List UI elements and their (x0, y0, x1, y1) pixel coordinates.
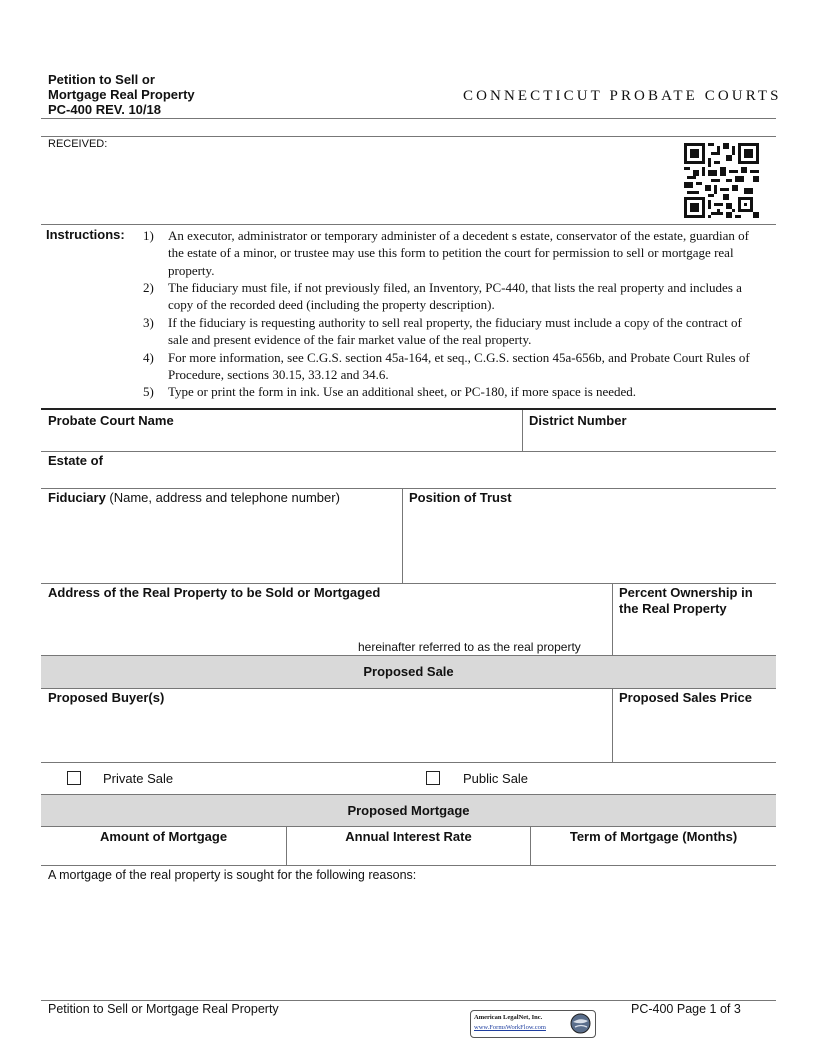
proposed-buyers-label: Proposed Buyer(s) (48, 690, 165, 705)
proposed-sales-price-field[interactable] (613, 708, 775, 761)
qr-code (684, 143, 759, 218)
public-sale-label: Public Sale (463, 771, 529, 786)
estate-of-label: Estate of (48, 453, 103, 468)
form-title-line1: Petition to Sell or (48, 72, 155, 87)
row-rule (41, 583, 776, 584)
proposed-sales-price-label: Proposed Sales Price (619, 690, 752, 705)
instruction-number: 4) (143, 350, 154, 365)
instruction-number: 5) (143, 384, 154, 399)
footer-form-title: Petition to Sell or Mortgage Real Property (48, 1002, 279, 1016)
probate-court-name-label: Probate Court Name (48, 413, 174, 428)
footer-page-number: PC-400 Page 1 of 3 (631, 1002, 741, 1016)
row-rule (41, 488, 776, 489)
form-number: PC-400 REV. 10/18 (48, 102, 161, 117)
fiduciary-label-text: Fiduciary (48, 490, 106, 505)
mortgage-reasons-text: A mortgage of the real property is sought for the following reasons: (48, 868, 417, 882)
estate-of-field[interactable] (110, 452, 775, 487)
term-of-mortgage-field[interactable] (531, 846, 775, 864)
probate-court-name-field[interactable] (41, 430, 521, 450)
proposed-buyers-field[interactable] (41, 708, 611, 761)
fiduciary-hint: (Name, address and telephone number) (105, 490, 340, 505)
percent-ownership-field[interactable] (613, 618, 775, 654)
position-of-trust-field[interactable] (403, 508, 775, 582)
amount-of-mortgage-label: Amount of Mortgage (99, 829, 228, 844)
instruction-number: 2) (143, 280, 154, 295)
instruction-text: The fiduciary must file, if not previously filed, an Inventory, PC-440, that lists the real property and includes a copy of the recorded deed (including the property description). (168, 280, 742, 313)
proposed-mortgage-heading: Proposed Mortgage (41, 794, 776, 827)
term-of-mortgage-label: Term of Mortgage (Months) (569, 829, 738, 844)
logo-company: American LegalNet, Inc. (474, 1014, 543, 1021)
private-sale-label: Private Sale (103, 771, 174, 786)
instruction-number: 3) (143, 315, 154, 330)
instruction-text: An executor, administrator or temporary administer of a decedent s estate, conservator of the estate, guardian of the estate of a minor, or trustee may use this form to petition the court for permission to sell or mortgage real property. (168, 228, 750, 278)
hereinafter-note: hereinafter referred to as the real property (358, 640, 581, 654)
percent-ownership-label: Percent Ownership in the Real Property (619, 585, 753, 616)
header-rule-bottom (41, 136, 776, 137)
header-rule-top (41, 118, 776, 119)
private-sale-checkbox[interactable] (67, 771, 81, 785)
globe-icon (570, 1013, 591, 1034)
legalnet-logo (470, 1010, 596, 1038)
district-number-label: District Number (529, 413, 627, 428)
received-rule (41, 224, 776, 225)
instruction-text: If the fiduciary is requesting authority to sell real property, the fiduciary must include a copy of the contract of sale and present evidence of the fair market value of the real property. (168, 315, 742, 348)
instructions-label: Instructions: (46, 227, 125, 242)
instruction-text: Type or print the form in ink. Use an additional sheet, or PC-180, if more space is needed. (168, 384, 637, 399)
public-sale-checkbox[interactable] (426, 771, 440, 785)
logo-url: www.FormsWorkFlow.com (474, 1024, 546, 1031)
court-name: CONNECTICUT PROBATE COURTS (463, 88, 782, 104)
form-title-line2: Mortgage Real Property (48, 87, 195, 102)
row-rule (41, 865, 776, 866)
fiduciary-label (48, 490, 340, 506)
form-top-rule (41, 408, 776, 410)
proposed-sale-heading: Proposed Sale (41, 655, 776, 689)
property-address-label: Address of the Real Property to be Sold or Mortgaged (48, 585, 381, 600)
fiduciary-field[interactable] (41, 508, 401, 582)
footer-rule (41, 1000, 776, 1001)
mortgage-reasons-field[interactable] (41, 886, 776, 994)
row-rule (41, 762, 776, 763)
property-address-field[interactable] (41, 603, 611, 639)
amount-of-mortgage-field[interactable] (41, 846, 285, 864)
annual-interest-rate-field[interactable] (287, 846, 529, 864)
instruction-number: 1) (143, 228, 154, 243)
annual-interest-rate-label: Annual Interest Rate (345, 829, 472, 844)
received-label: RECEIVED: (48, 138, 108, 150)
position-of-trust-label: Position of Trust (409, 490, 512, 505)
instruction-text: For more information, see C.G.S. section 45a-164, et seq., C.G.S. section 45a-656b, and Probate Court Rules of Procedure, sections 30.15, 33.12 and 34.6. (168, 350, 750, 383)
district-number-field[interactable] (523, 430, 775, 450)
